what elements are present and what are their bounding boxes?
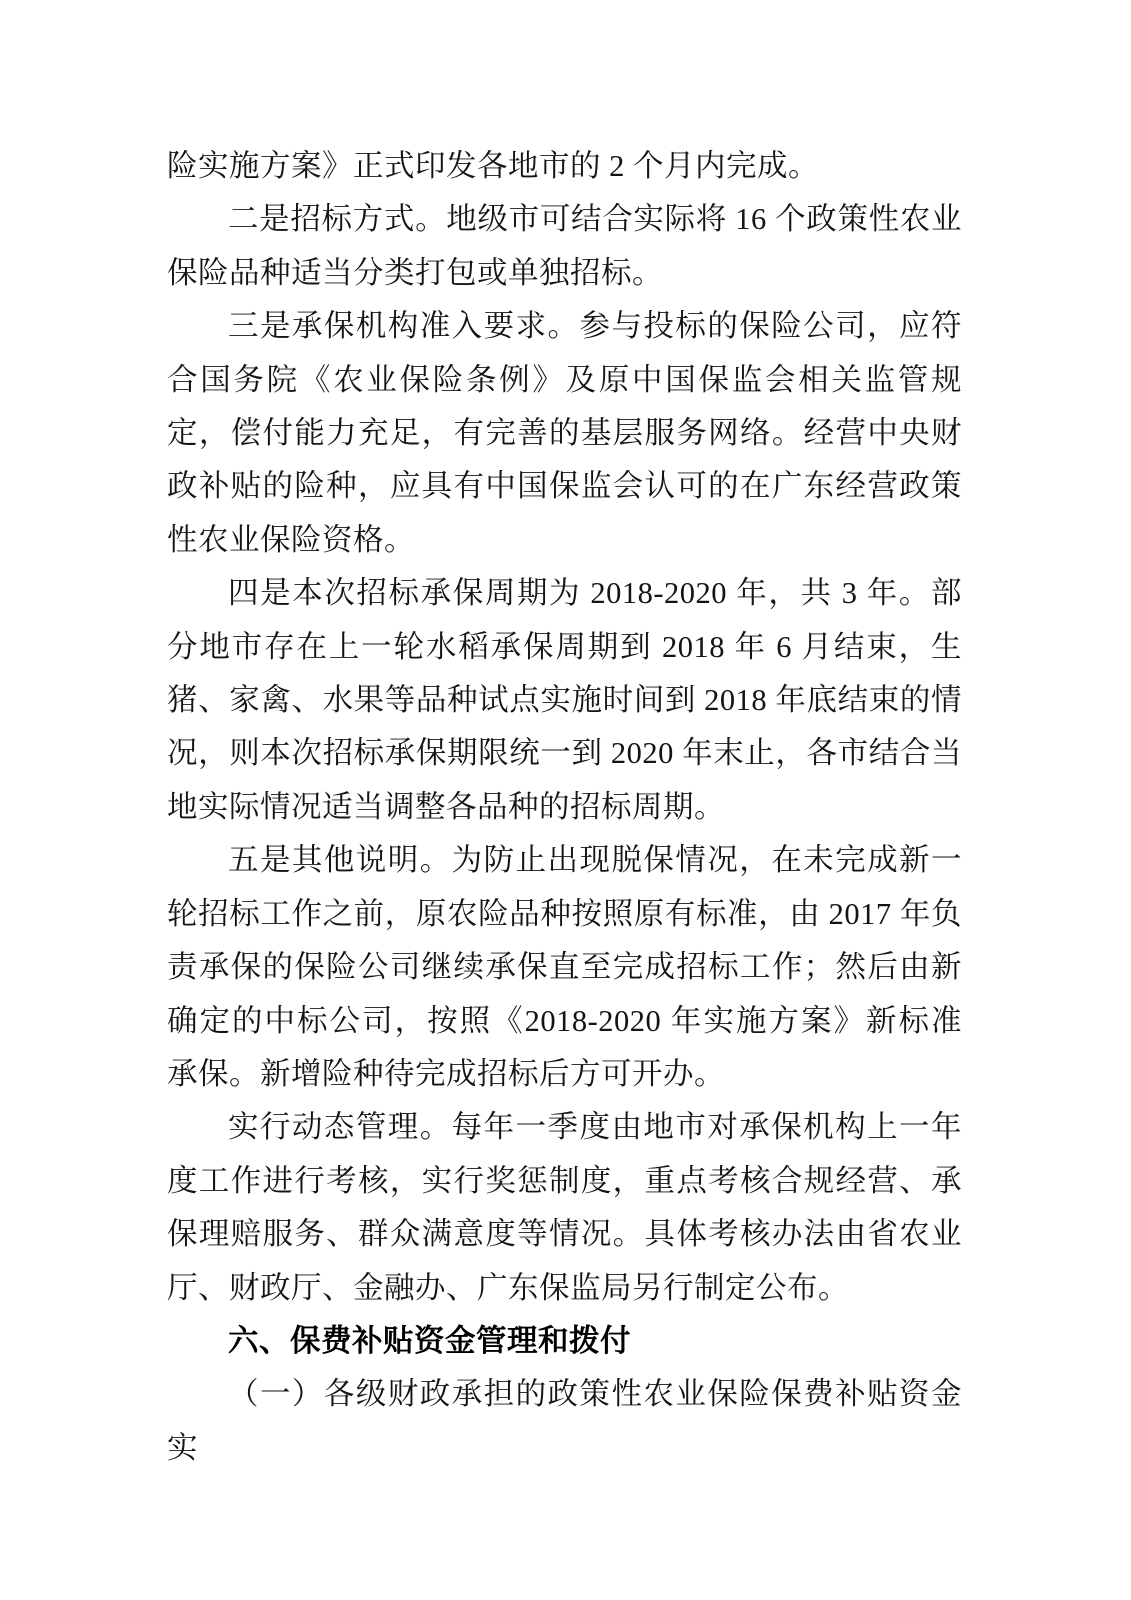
paragraph-continuation: 险实施方案》正式印发各地市的 2 个月内完成。 — [167, 149, 819, 183]
document-text-block — [167, 140, 962, 1475]
section-heading-subsidy-fund-management: 六、保费补贴资金管理和拨付 — [228, 1323, 631, 1358]
paragraph-bidding-method: 二是招标方式。地级市可结合实际将 16 个政策性农业保险品种适当分类打包或单独招标。 — [167, 202, 962, 290]
paragraph-underwriting-period: 四是本次招标承保周期为 2018-2020 年，共 3 年。部分地市存在上一轮水稻承保周期到 2018 年 6 月结束，生猪、家禽、水果等品种试点实施时间到 2018 年底结束的情况，则本次招标承保期限统一到 2020 年末止，各市结合当地实际情况适当调整各品种的招标周期。 — [167, 576, 962, 824]
paragraph-other-notes: 五是其他说明。为防止出现脱保情况，在未完成新一轮招标工作之前，原农险品种按照原有标准，由 2017 年负责承保的保险公司继续承保直至完成招标工作；然后由新确定的中标公司，按照《2018-2020 年实施方案》新标准承保。新增险种待完成招标后方可开办。 — [167, 843, 962, 1091]
paragraph-dynamic-management: 实行动态管理。每年一季度由地市对承保机构上一年度工作进行考核，实行奖惩制度，重点考核合规经营、承保理赔服务、群众满意度等情况。具体考核办法由省农业厅、财政厅、金融办、广东保监局另行制定公布。 — [167, 1110, 962, 1305]
paragraph-insurer-admission-requirements: 三是承保机构准入要求。参与投标的保险公司，应符合国务院《农业保险条例》及原中国保监会相关监管规定，偿付能力充足，有完善的基层服务网络。经营中央财政补贴的险种，应具有中国保监会认可的在广东经营政策性农业保险资格。 — [167, 309, 962, 557]
paragraph-subsidy-funds-item-one: （一）各级财政承担的政策性农业保险保费补贴资金实 — [167, 1377, 962, 1465]
